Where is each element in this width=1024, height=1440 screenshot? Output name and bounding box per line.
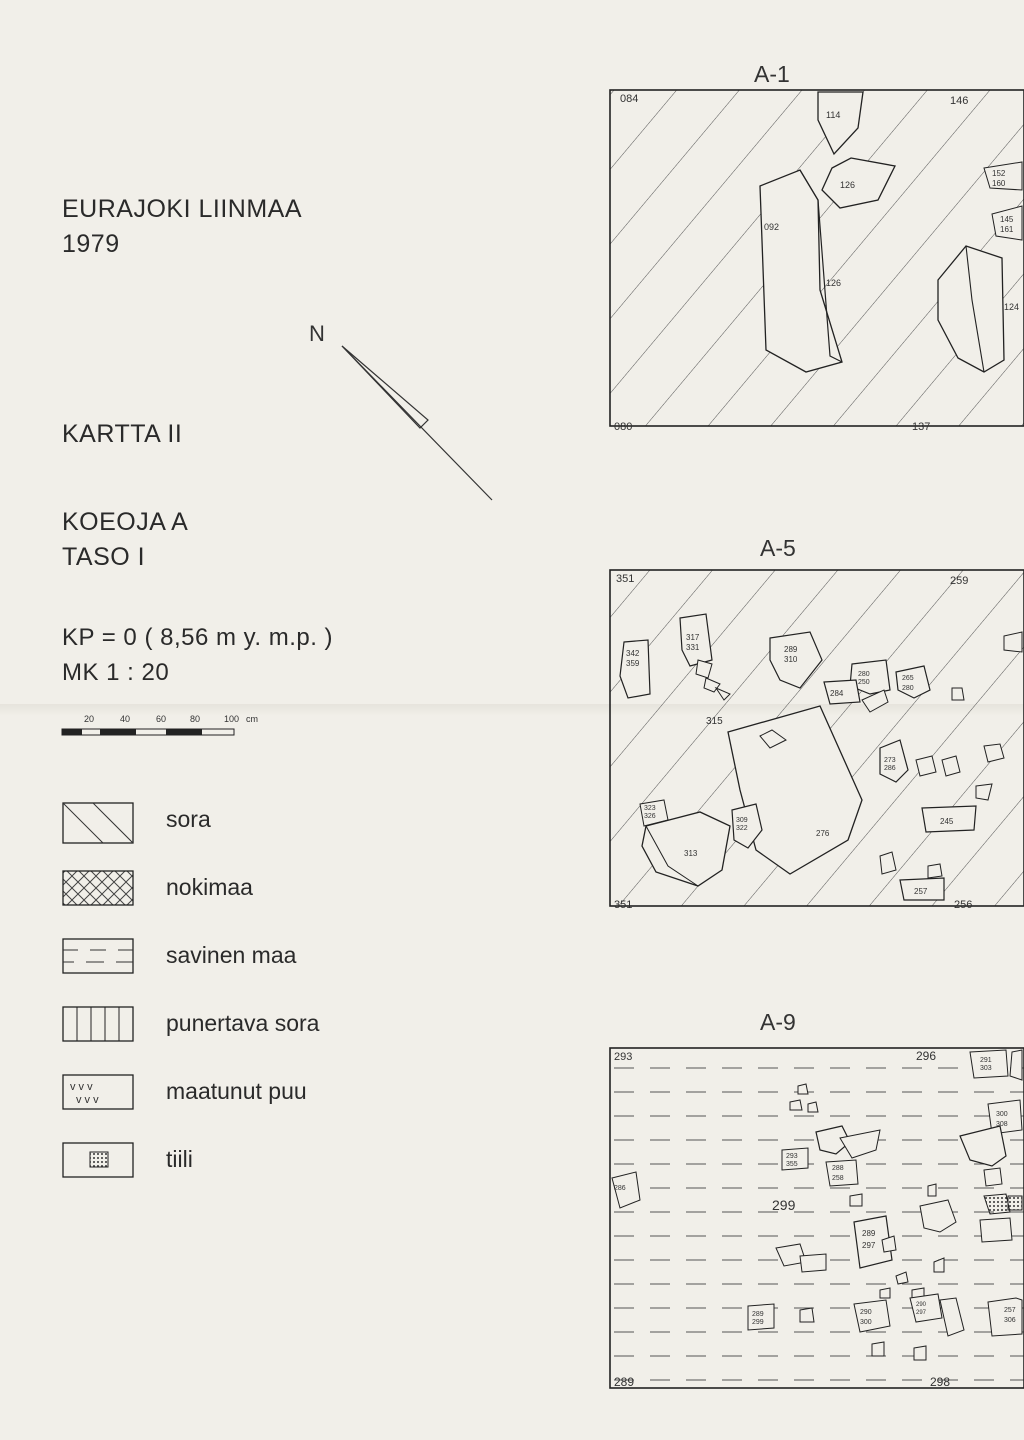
a5-label: 273 — [884, 757, 896, 764]
legend-label-sora: sora — [166, 806, 211, 832]
a9-label: 289 — [752, 1311, 764, 1318]
a5-label: 309 — [736, 817, 748, 824]
a9-label: 300 — [996, 1111, 1008, 1118]
a9-label: 308 — [996, 1121, 1008, 1128]
a5-corner-tl: 351 — [616, 573, 635, 585]
a9-label: 290 — [916, 1302, 927, 1308]
a1-label: 145 — [1000, 215, 1014, 224]
a5-corner-tr: 259 — [950, 575, 969, 587]
legend-swatch-savinen-maa — [63, 939, 133, 973]
a5-label: 315 — [706, 716, 723, 727]
a5-label: 331 — [686, 643, 700, 652]
panel-a1-title: A-1 — [754, 61, 790, 87]
a5-label: 250 — [858, 679, 870, 686]
legend-swatch-maatunut-puu — [63, 1075, 133, 1109]
a9-label: 297 — [862, 1241, 876, 1250]
scale-tick-80: 80 — [190, 714, 201, 724]
a9-label: 306 — [1004, 1317, 1016, 1324]
a9-label: 297 — [916, 1310, 927, 1316]
level-label: TASO I — [62, 543, 146, 571]
a1-corner-br: 137 — [912, 421, 931, 433]
a5-corner-br: 256 — [954, 899, 973, 911]
a9-corner-br: 298 — [930, 1375, 951, 1389]
a9-label: 289 — [862, 1229, 876, 1238]
a9-label: 257 — [1004, 1307, 1016, 1314]
a5-label: 289 — [784, 645, 798, 654]
panel-a5-title: A-5 — [760, 535, 796, 561]
legend-label-maatunut-puu: maatunut puu — [166, 1078, 307, 1104]
a5-label: 280 — [902, 685, 914, 692]
a9-label: 355 — [786, 1161, 798, 1168]
legend-swatch-punertava-sora — [63, 1007, 133, 1041]
a1-label: 124 — [1004, 302, 1020, 312]
a5-corner-bl: 351 — [614, 899, 633, 911]
a9-label: 290 — [860, 1309, 872, 1316]
north-label: N — [309, 321, 325, 346]
a9-corner-tl: 293 — [614, 1051, 633, 1063]
panel-a1 — [610, 61, 1024, 433]
reference-level: KP = 0 ( 8,56 m y. m.p. ) — [62, 624, 334, 651]
a5-label: 322 — [736, 825, 748, 832]
a1-label: 161 — [1000, 225, 1014, 234]
legend — [63, 803, 133, 1177]
scale-unit: cm — [246, 714, 258, 724]
a1-label: 126 — [826, 278, 842, 288]
a5-label: 265 — [902, 675, 914, 682]
svg-text:v v v: v v v — [76, 1094, 99, 1106]
legend-label-nokimaa: nokimaa — [166, 874, 253, 900]
a5-label: 317 — [686, 633, 700, 642]
north-arrow-shaft — [342, 346, 492, 500]
a9-label: 299 — [772, 1197, 796, 1213]
a9-label: 288 — [832, 1165, 844, 1172]
north-arrow — [309, 321, 492, 500]
a5-label: 359 — [626, 659, 640, 668]
legend-label-tiili: tiili — [166, 1146, 193, 1172]
north-arrow-head — [342, 346, 428, 428]
a1-label: 160 — [992, 179, 1006, 188]
site-title: EURAJOKI LIINMAA — [62, 195, 302, 223]
a1-corner-bl: 080 — [614, 421, 633, 433]
a1-corner-tr: 146 — [950, 95, 969, 107]
a9-corner-tr: 296 — [916, 1049, 937, 1063]
legend-label-savinen-maa: savinen maa — [166, 942, 297, 968]
a5-label: 326 — [644, 813, 656, 820]
a5-label: 276 — [816, 829, 830, 838]
a5-label: 313 — [684, 849, 698, 858]
a1-label: 126 — [840, 180, 856, 190]
a9-label: 299 — [752, 1319, 764, 1326]
trench-label: KOEOJA A — [62, 508, 189, 536]
a9-label: 293 — [786, 1153, 798, 1160]
a5-label: 323 — [644, 805, 656, 812]
panel-a9 — [610, 1009, 1024, 1389]
scale-tick-100: 100 — [224, 714, 240, 724]
legend-swatch-nokimaa — [63, 871, 133, 905]
survey-year: 1979 — [62, 230, 120, 258]
a1-corner-tl: 084 — [620, 93, 639, 105]
a1-label: 114 — [826, 110, 841, 120]
a9-corner-bl: 289 — [614, 1375, 635, 1389]
a5-label: 342 — [626, 649, 640, 658]
panel-a5 — [610, 535, 1024, 911]
a9-label: 300 — [860, 1319, 872, 1326]
a5-label: 310 — [784, 655, 798, 664]
legend-label-punertava-sora: punertava sora — [166, 1010, 320, 1036]
a1-label: 092 — [764, 222, 780, 232]
a5-label: 257 — [914, 887, 928, 896]
a9-label: 258 — [832, 1175, 844, 1182]
scale-ratio: MK 1 : 20 — [62, 659, 170, 686]
a5-label: 286 — [884, 765, 896, 772]
scale-tick-60: 60 — [156, 714, 167, 724]
legend-swatch-sora — [63, 803, 133, 843]
a5-label: 284 — [830, 689, 844, 698]
map-number: KARTTA II — [62, 420, 183, 448]
panel-a9-title: A-9 — [760, 1009, 796, 1035]
scale-tick-40: 40 — [120, 714, 131, 724]
a9-label: 286 — [614, 1185, 626, 1192]
a1-label: 152 — [992, 169, 1006, 178]
a5-label: 280 — [858, 671, 870, 678]
svg-text:v v v: v v v — [70, 1081, 93, 1093]
scale-bar — [62, 714, 258, 735]
a9-label: 291 — [980, 1057, 992, 1064]
a9-label: 303 — [980, 1065, 992, 1072]
legend-swatch-tiili — [63, 1143, 133, 1177]
scale-tick-20: 20 — [84, 714, 95, 724]
a5-label: 245 — [940, 817, 954, 826]
